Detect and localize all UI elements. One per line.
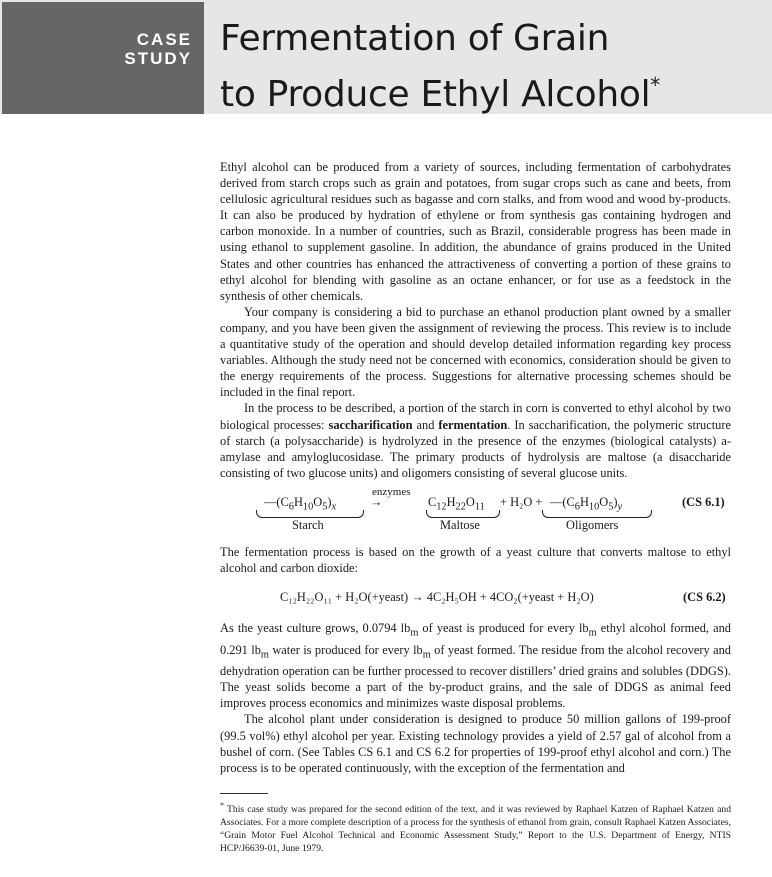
equation-cs-6-1	[250, 486, 732, 536]
maltose-label: Maltose	[440, 518, 480, 532]
footnote-mark: *	[220, 801, 224, 810]
maltose-brace	[426, 510, 500, 518]
equation-number-1: (CS 6.1)	[682, 495, 725, 509]
reaction-arrow: →	[370, 495, 383, 509]
case-label-line1: CASE	[136, 30, 192, 49]
paragraph-3	[220, 400, 731, 480]
oligomers-label: Oligomers	[566, 518, 619, 532]
paragraphs-5-6	[220, 620, 731, 776]
case-label-line2: STUDY	[124, 49, 192, 68]
paragraph-1: Ethyl alcohol can be produced from a variety of sources, including fermentation of carbohydrates derived from starch crops such as grain and potatoes, from sugar crops such as cane and beets, from cellulosic agricultural residues such as bagasse and corn stalks, and from wood and wood by-products. It can also be produced by hydration of ethylene or from synthesis gas containing hydrogen and carbon monoxide. In a number of countries, such as Brazil, considerable progress has been made in using ethanol to supplement gasoline. In addition, the abundance of grains produced in the United States and other countries has enhanced the attractiveness of converting a portion of these grains to ethyl alcohol for blending with gasoline as an octane enhancer, or for use as a feedstock in the synthesis of other chemicals.	[220, 160, 731, 303]
equation-number-2: (CS 6.2)	[683, 590, 726, 604]
title-line1: Fermentation of Grain	[220, 18, 610, 59]
title-footnote-mark: *	[650, 73, 660, 97]
starch-brace	[256, 510, 364, 518]
unit-sub: m	[422, 649, 431, 661]
paragraph-4: The fermentation process is based on the growth of a yeast culture that converts maltose to ethyl alcohol and carbon dioxide:	[220, 545, 731, 576]
oligomers-brace	[542, 510, 652, 518]
unit-sub: m	[260, 649, 269, 661]
p5-d: water is produced for every lb	[268, 642, 423, 657]
footnote	[220, 799, 731, 855]
paragraph-5	[220, 620, 731, 711]
p5-e: of yeast formed. The residue from the alcohol recovery and dehydration operation can be further processed to recover distillers’ dried grains and solubles (DDGS). The yeast solids become a part of the by-product grains, and the sale of DDGS as animal feed improves process economics and minimizes waste disposal problems.	[220, 642, 731, 711]
p3-text-c: . In saccharification, the polymeric structure of starch (a polysaccharide) is hydrolyzed in the presence of the enzymes (biological catalysts) a-amylase and amyloglucosidase. The primary products of hydrolysis are maltose (a disaccharide consisting of two glucose units) and oligomers consisting of several glucose units.	[220, 417, 732, 480]
maltose-formula: $C_{12}H_{22}O_{11}$	[428, 495, 485, 513]
body-text	[220, 159, 731, 481]
starch-formula: $—(C_6H_{10}O_5)_x$	[264, 495, 337, 513]
oligomer-formula: $—(C_6H_{10}O_5)_y$	[550, 495, 623, 513]
p5-c: ethyl alcohol formed, and 0.291 lb	[220, 621, 731, 657]
enzymes-label: enzymes	[372, 486, 411, 498]
starch-label: Starch	[292, 518, 324, 532]
p3-text-a: In the process to be described, a portion of the starch in corn is converted to ethyl alcohol by two biological processes:	[220, 401, 731, 432]
paragraph-6: The alcohol plant under consideration is designed to produce 50 million gallons of 199-proof (99.5 vol%) ethyl alcohol per year. Existing technology provides a yield of 2.57 gal of alcohol from a bushel of corn. (See Tables CS 6.1 and CS 6.2 for properties of 199-proof ethyl alcohol and corn.) The process is to be operated continuously, with the exception of the fermentation and	[220, 712, 731, 775]
paragraph-2: Your company is considering a bid to purchase an ethanol production plant owned by a smaller company, and you have been given the assignment of reviewing the process. This review is to include a quantitative study of the operation and should develop detailed information regarding key process variables. Although the study need not be concerned with economics, consideration should be given to the energy requirements of the process. Suggestions for alternative processing schemes should be included in the final report.	[220, 304, 731, 400]
p5-b: of yeast is produced for every lb	[418, 621, 589, 635]
term-saccharification: saccharification	[328, 417, 413, 432]
unit-sub: m	[410, 627, 419, 639]
p3-and: and	[412, 417, 439, 432]
fermentation-formula: C₁₂H₂₂O₁₁ + H₂O(+yeast) → 4C₂H₅OH + 4CO₂(+yeast + H₂O)	[280, 590, 594, 604]
p5-a: As the yeast culture grows, 0.0794 lb	[220, 621, 411, 635]
paragraph-4-block	[220, 544, 731, 576]
title-line2-text: to Produce Ethyl Alcohol	[220, 74, 651, 115]
footnote-text: This case study was prepared for the second edition of the text, and it was reviewed by Raphael Katzen of Raphael Katzen and Associates. For a more complete description of a process for the synthesis of ethanol from grain, consult Raphael Katzen Associates, “Grain Motor Fuel Alcohol Technical and Economic Assessment Study,” Report to the U.S. Department of Energy, NTIS HCP/J6639-01, June 1979.	[220, 804, 731, 855]
water-term: + H₂O +	[500, 495, 543, 509]
unit-sub: m	[588, 627, 597, 639]
footnote-rule	[220, 793, 268, 794]
page-title	[220, 16, 660, 118]
title-line2	[220, 62, 660, 118]
case-study-label	[2, 2, 204, 114]
term-fermentation: fermentation	[438, 417, 508, 432]
